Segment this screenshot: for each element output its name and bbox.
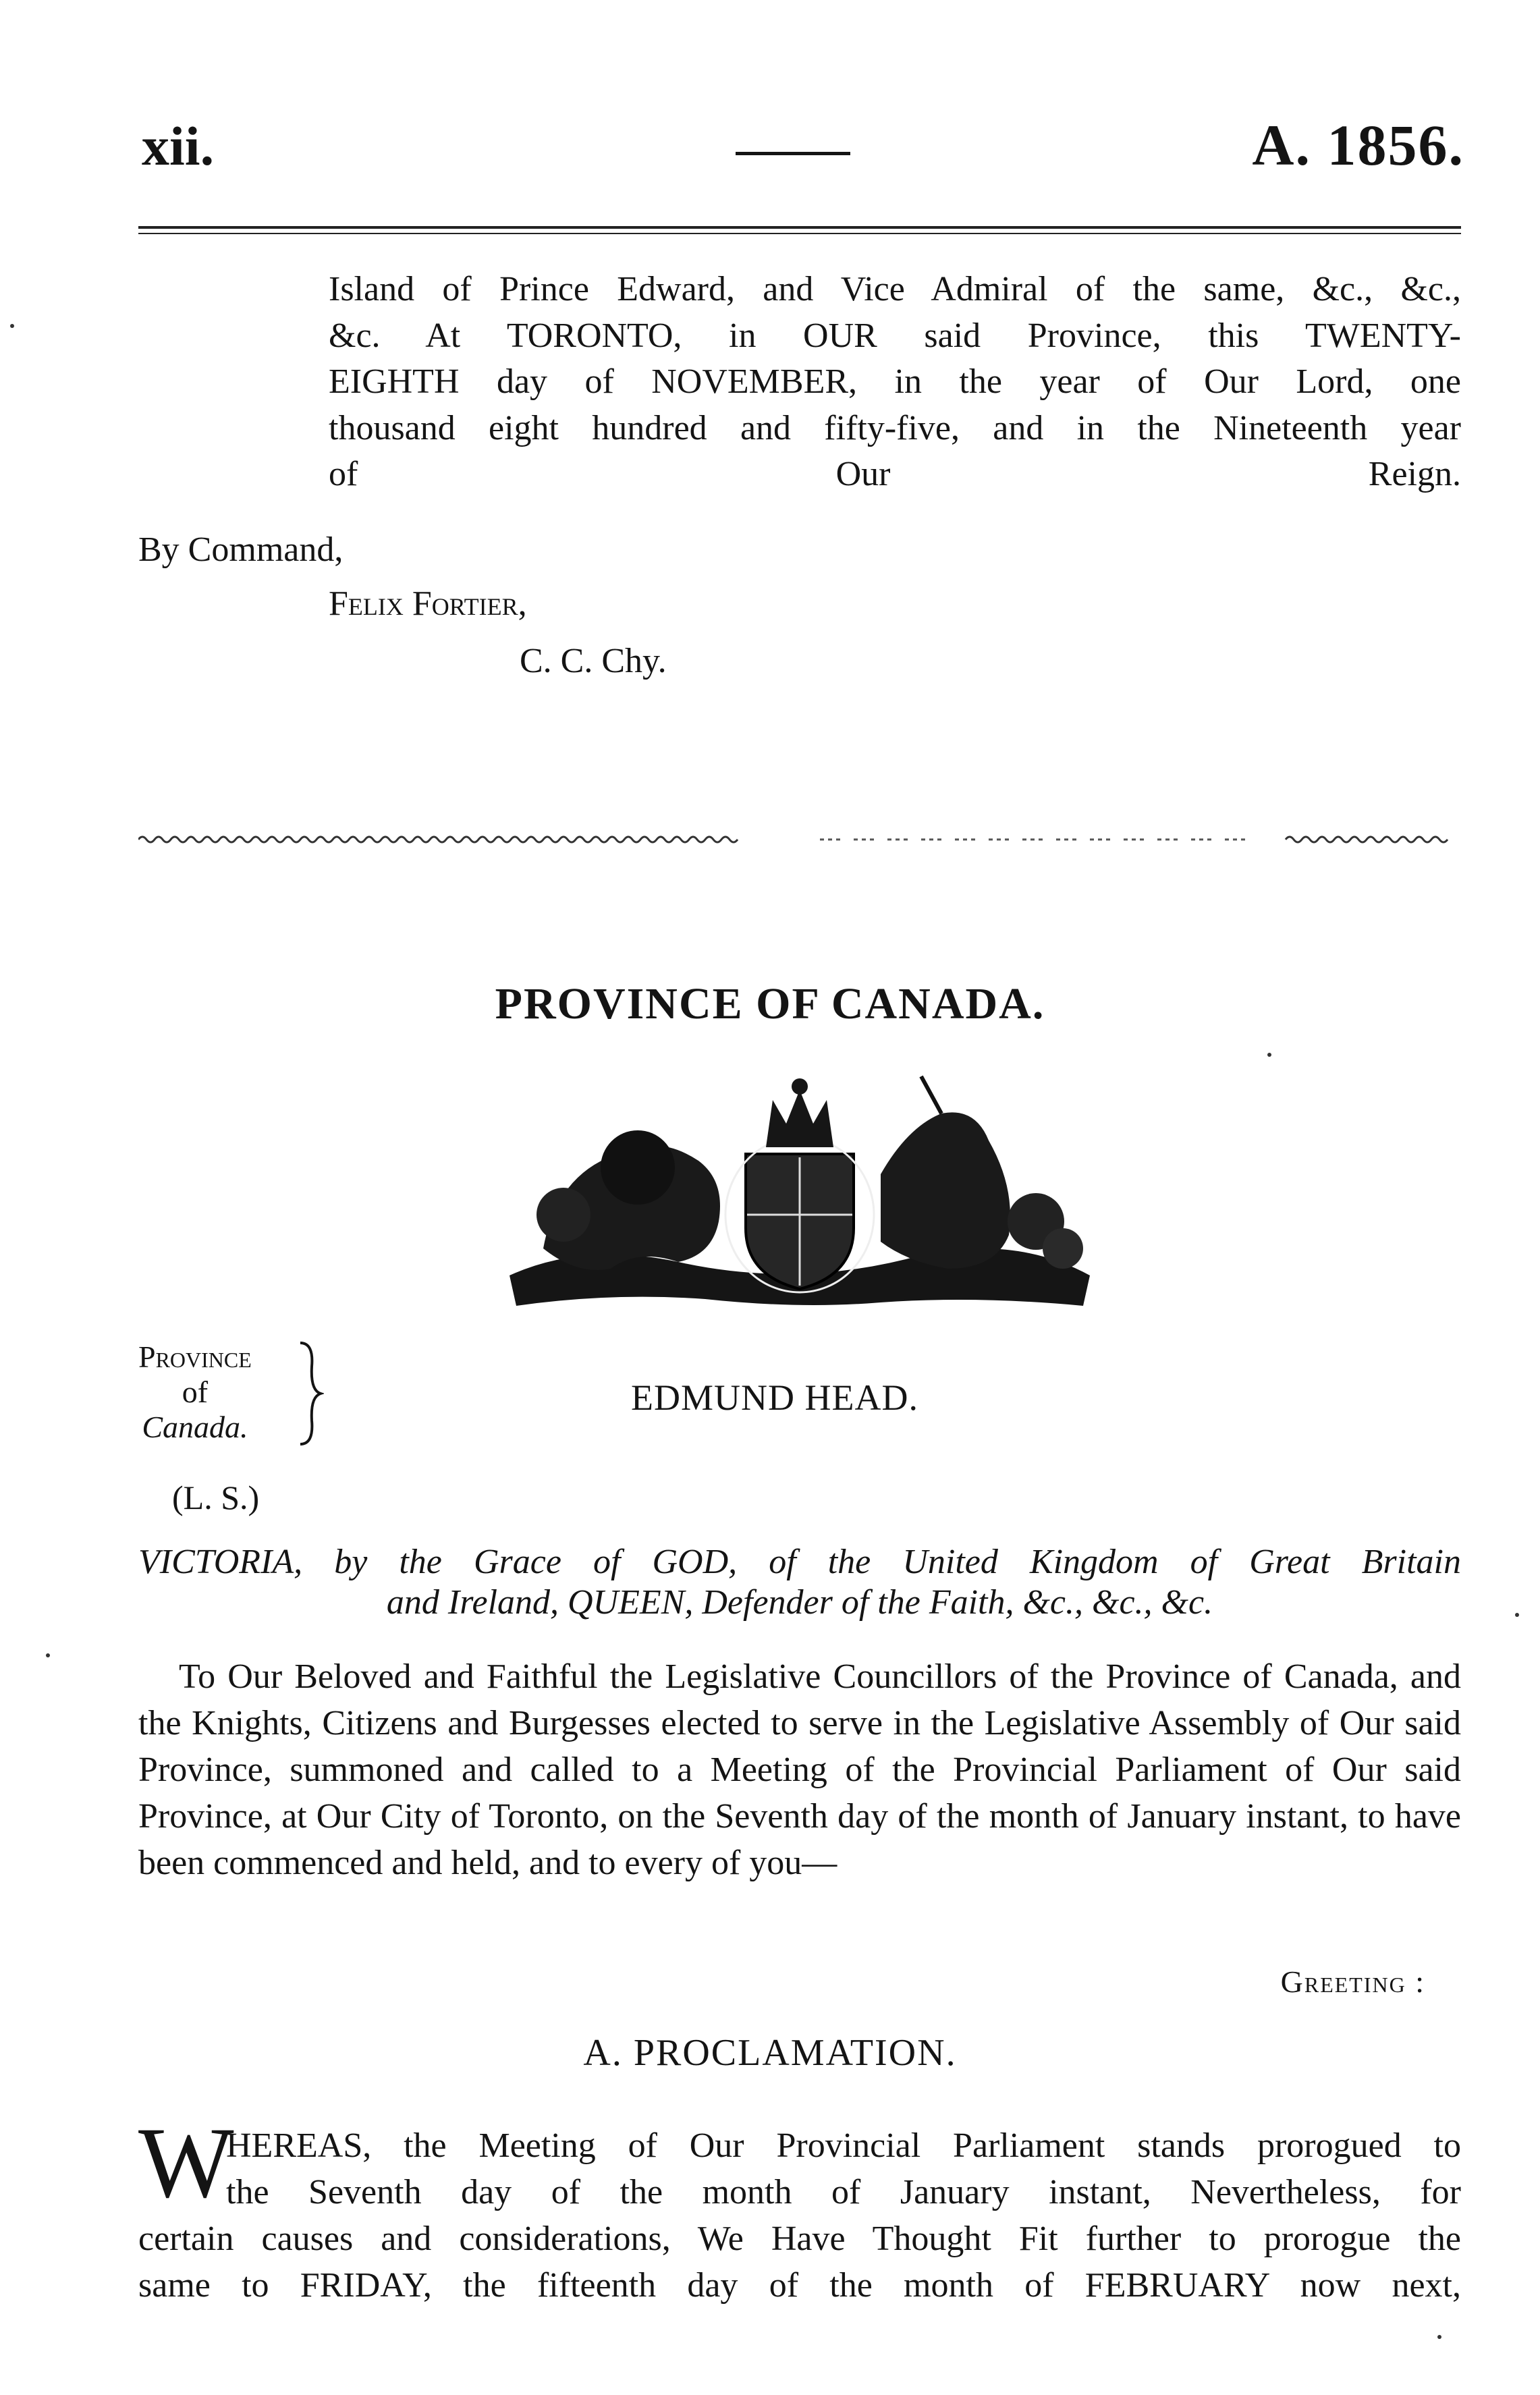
whereas-paragraph xyxy=(138,2122,1461,2309)
signer-name: Felix Fortier, xyxy=(329,584,527,623)
address-paragraph: To Our Beloved and Faithful the Legislative Councillors of the Province of Canada, and the Knights, Citizens and Burgesses elected to serve in the Legislative Assembly of Our said Province, summoned and called to a Meeting of the Provincial Parliament of Our said Province, at Our City of Toronto, on the Seventh day of the month of January instant, to have been commenced and held, and to every of you— xyxy=(138,1657,1461,1882)
province-label xyxy=(138,1340,252,1445)
text-line: the Seventh day of the month of January instant, Nevertheless, for xyxy=(226,2173,1461,2211)
scan-speck xyxy=(1267,1053,1271,1057)
signer-title: C. C. Chy. xyxy=(520,642,667,680)
page-year: A. 1856. xyxy=(1252,113,1464,177)
governor-name: EDMUND HEAD. xyxy=(631,1377,918,1418)
seal-marker: (L. S.) xyxy=(172,1479,260,1516)
wavy-separator xyxy=(138,833,1454,846)
province-label-line: of xyxy=(182,1375,209,1409)
scan-speck xyxy=(46,1653,50,1657)
greeting: Greeting : xyxy=(1280,1964,1425,1999)
royal-titles-line: and Ireland, QUEEN, Defender of the Faith, &c., &c., &c. xyxy=(386,1583,1213,1622)
curly-brace-icon xyxy=(297,1340,324,1448)
royal-titles-line: VICTORIA, by the Grace of GOD, of the United Kingdom of Great Britain xyxy=(138,1543,1461,1581)
text-line: certain causes and considerations, We Have Thought Fit further to prorogue the xyxy=(138,2220,1461,2258)
text-line: &c. At TORONTO, in OUR said Province, this TWENTY- xyxy=(329,316,1461,355)
text-line: EIGHTH day of NOVEMBER, in the year of Our Lord, one xyxy=(329,362,1461,401)
header-rule-bottom xyxy=(138,233,1461,234)
text-line: Island of Prince Edward, and Vice Admiral of the same, &c., &c., xyxy=(329,270,1461,308)
province-label-line: Province xyxy=(138,1340,252,1374)
province-label-line: Canada. xyxy=(142,1410,248,1444)
scan-speck xyxy=(1437,2335,1441,2339)
text-line: of Our Reign. xyxy=(329,455,1461,493)
text-line: HEREAS, the Meeting of Our Provincial Parliament stands prorogued to xyxy=(226,2126,1461,2165)
proclamation-heading: PROVINCE OF CANADA. xyxy=(495,979,1045,1028)
scan-speck xyxy=(10,324,14,328)
coat-of-arms-icon xyxy=(503,1073,1097,1316)
header-rule-top xyxy=(138,226,1461,229)
drop-cap: W xyxy=(138,2107,234,2219)
previous-proclamation-text xyxy=(329,267,1461,498)
text-line: same to FRIDAY, the fifteenth day of the month of FEBRUARY now next, xyxy=(138,2266,1461,2305)
by-command: By Command, xyxy=(138,530,343,569)
proclamation-subtitle: A. PROCLAMATION. xyxy=(583,2032,957,2074)
header-dash xyxy=(736,152,850,155)
page-number: xii. xyxy=(142,115,215,177)
text-line: thousand eight hundred and fifty-five, and in the Nineteenth year xyxy=(329,408,1461,447)
royal-titles xyxy=(138,1542,1461,1623)
scan-speck xyxy=(1515,1613,1519,1617)
